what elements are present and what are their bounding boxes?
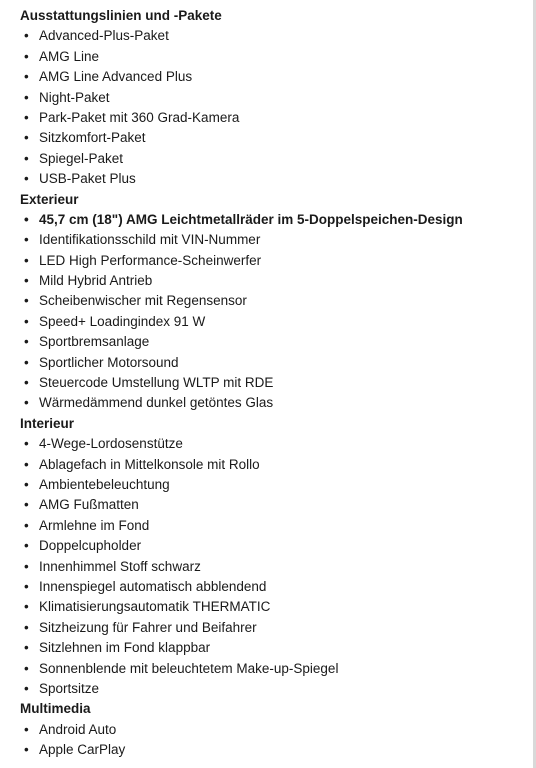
list-item-label: AMG Line bbox=[39, 48, 100, 64]
list-item bbox=[20, 597, 530, 617]
list-item bbox=[20, 740, 530, 760]
list-item-label: Sportsitze bbox=[39, 680, 100, 696]
bullet-icon: • bbox=[24, 558, 29, 574]
list-item-label: Innenspiegel automatisch abblendend bbox=[39, 578, 267, 594]
list-item bbox=[20, 128, 530, 148]
bullet-icon: • bbox=[24, 476, 29, 492]
list-item bbox=[20, 618, 530, 638]
bullet-icon: • bbox=[24, 69, 29, 85]
list-item bbox=[20, 169, 530, 189]
bullet-icon: • bbox=[24, 456, 29, 472]
list-item bbox=[20, 577, 530, 597]
list-item bbox=[20, 67, 530, 87]
list-item-label: Apple CarPlay bbox=[39, 742, 126, 758]
bullet-icon: • bbox=[24, 375, 29, 391]
section-heading-ausstattungslinien: Ausstattungslinien und -Pakete bbox=[20, 8, 222, 23]
bullet-icon: • bbox=[24, 578, 29, 594]
list-item bbox=[20, 516, 530, 536]
list-item-label: Identifikationsschild mit VIN-Nummer bbox=[39, 232, 261, 248]
bullet-icon: • bbox=[24, 232, 29, 248]
list-item bbox=[20, 47, 530, 67]
list-item bbox=[20, 393, 530, 413]
bullet-icon: • bbox=[24, 211, 29, 227]
list-item bbox=[20, 210, 530, 230]
equipment-list bbox=[20, 6, 530, 760]
list-item-label: Scheibenwischer mit Regensensor bbox=[39, 293, 247, 309]
bullet-icon: • bbox=[24, 334, 29, 350]
list-item bbox=[20, 108, 530, 128]
list-item bbox=[20, 638, 530, 658]
list-item-label: Sitzheizung für Fahrer und Beifahrer bbox=[39, 619, 257, 635]
bullet-icon: • bbox=[24, 171, 29, 187]
list-item-label: Wärmedämmend dunkel getöntes Glas bbox=[39, 395, 274, 411]
list-item-label: Park-Paket mit 360 Grad-Kamera bbox=[39, 109, 240, 125]
list-item bbox=[20, 149, 530, 169]
list-item-label: Advanced-Plus-Paket bbox=[39, 28, 169, 44]
list-item-label: Sportlicher Motorsound bbox=[39, 354, 179, 370]
list-item-label: USB-Paket Plus bbox=[39, 171, 136, 187]
bullet-icon: • bbox=[24, 252, 29, 268]
list-item-label: Android Auto bbox=[39, 721, 117, 737]
list-item bbox=[20, 373, 530, 393]
list-item-label: Ambientebeleuchtung bbox=[39, 476, 170, 492]
list-item-label: AMG Fußmatten bbox=[39, 497, 139, 513]
section-heading-exterieur: Exterieur bbox=[20, 191, 79, 207]
list-item-label: Steuercode Umstellung WLTP mit RDE bbox=[39, 375, 274, 391]
list-item-label: Mild Hybrid Antrieb bbox=[39, 273, 153, 289]
list-item bbox=[20, 434, 530, 454]
list-item bbox=[20, 720, 530, 740]
bullet-icon: • bbox=[24, 517, 29, 533]
bullet-icon: • bbox=[24, 48, 29, 64]
list-item-label: LED High Performance-Scheinwerfer bbox=[39, 252, 262, 268]
bullet-icon: • bbox=[24, 619, 29, 635]
list-item-label: AMG Line Advanced Plus bbox=[39, 69, 193, 85]
bullet-icon: • bbox=[24, 395, 29, 411]
list-item bbox=[20, 475, 530, 495]
bullet-icon: • bbox=[24, 742, 29, 758]
list-item-label: 45,7 cm (18") AMG Leichtmetallräder im 5-Doppelspeichen-Design bbox=[39, 211, 463, 227]
list-item-label: Spiegel-Paket bbox=[39, 150, 124, 166]
bullet-icon: • bbox=[24, 354, 29, 370]
bullet-icon: • bbox=[24, 640, 29, 656]
bullet-icon: • bbox=[24, 313, 29, 329]
bullet-icon: • bbox=[24, 150, 29, 166]
list-item bbox=[20, 659, 530, 679]
list-item-label: Speed+ Loadingindex 91 W bbox=[39, 313, 206, 329]
bullet-icon: • bbox=[24, 538, 29, 554]
bullet-icon: • bbox=[24, 436, 29, 452]
list-item-label: Klimatisierungsautomatik THERMATIC bbox=[39, 599, 271, 615]
list-item-label: Armlehne im Fond bbox=[39, 517, 150, 533]
bullet-icon: • bbox=[24, 660, 29, 676]
bullet-icon: • bbox=[24, 89, 29, 105]
list-item bbox=[20, 291, 530, 311]
list-item-label: Doppelcupholder bbox=[39, 538, 142, 554]
list-item bbox=[20, 455, 530, 475]
bullet-icon: • bbox=[24, 28, 29, 44]
bullet-icon: • bbox=[24, 680, 29, 696]
section-heading-multimedia: Multimedia bbox=[20, 701, 91, 717]
bullet-icon: • bbox=[24, 130, 29, 146]
list-item bbox=[20, 251, 530, 271]
section-heading-interieur: Interieur bbox=[20, 415, 75, 431]
list-item bbox=[20, 557, 530, 577]
list-item-label: Sitzlehnen im Fond klappbar bbox=[39, 640, 211, 656]
bullet-icon: • bbox=[24, 273, 29, 289]
bullet-icon: • bbox=[24, 599, 29, 615]
list-item bbox=[20, 88, 530, 108]
bullet-icon: • bbox=[24, 497, 29, 513]
list-item bbox=[20, 26, 530, 46]
list-item bbox=[20, 353, 530, 373]
bullet-icon: • bbox=[24, 109, 29, 125]
list-item-label: Innenhimmel Stoff schwarz bbox=[39, 558, 201, 574]
list-item bbox=[20, 495, 530, 515]
list-item bbox=[20, 536, 530, 556]
list-item bbox=[20, 332, 530, 352]
bullet-icon: • bbox=[24, 721, 29, 737]
list-item bbox=[20, 271, 530, 291]
bullet-icon: • bbox=[24, 293, 29, 309]
list-item-label: Sportbremsanlage bbox=[39, 334, 150, 350]
list-item bbox=[20, 230, 530, 250]
list-item-label: 4-Wege-Lordosenstütze bbox=[39, 436, 183, 452]
list-item-label: Night-Paket bbox=[39, 89, 110, 105]
list-item-label: Ablagefach in Mittelkonsole mit Rollo bbox=[39, 456, 260, 472]
list-item bbox=[20, 312, 530, 332]
list-item-label: Sitzkomfort-Paket bbox=[39, 130, 146, 146]
list-item-label: Sonnenblende mit beleuchtetem Make-up-Spiegel bbox=[39, 660, 339, 676]
list-item bbox=[20, 679, 530, 699]
